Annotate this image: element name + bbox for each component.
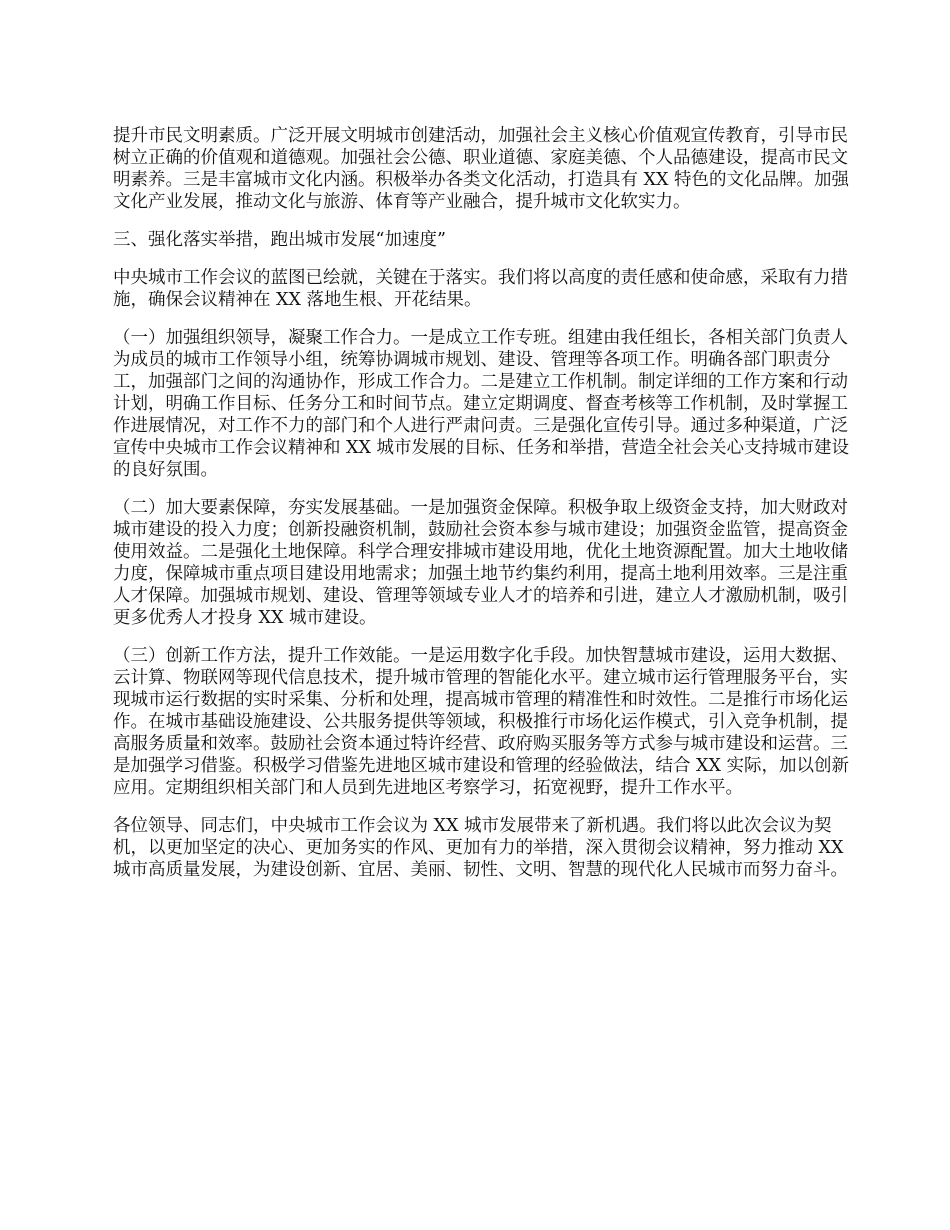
document-page [113, 125, 858, 897]
paragraph-work-methods: （三）创新工作方法，提升工作效能。一是运用数字化手段。加快智慧城市建设，运用大数据、云计算、物联网等现代信息技术，提升城市管理的智能化水平。建立城市运行管理服务平台，实现城市运行数据的实时采集、分析和处理，提高城市管理的精准性和时效性。二是推行市场化运作。在城市基础设施建设、公共服务提供等领域，积极推行市场化运作模式，引入竞争机制，提高服务质量和效率。鼓励社会资本通过特许经营、政府购买服务等方式参与城市建设和运营。三是加强学习借鉴。积极学习借鉴先进地区城市建设和管理的经验做法，结合 XX 实际，加以创新应用。定期组织相关部门和人员到先进地区考察学习，拓宽视野，提升工作水平。 [113, 646, 850, 798]
paragraph-conclusion: 各位领导、同志们，中央城市工作会议为 XX 城市发展带来了新机遇。我们将以此次会议为契机，以更加坚定的决心、更加务实的作风、更加有力的举措，深入贯彻会议精神，努力推动 XX 城市高质量发展，为建设创新、宜居、美丽、韧性、文明、智慧的现代化人民城市而努力奋斗。 [113, 816, 848, 880]
paragraph-resource-guarantee: （二）加大要素保障，夯实发展基础。一是加强资金保障。积极争取上级资金支持，加大财政对城市建设的投入力度；创新投融资机制，鼓励社会资本参与城市建设；加强资金监管，提高资金使用效益。二是强化土地保障。科学合理安排城市建设用地，优化土地资源配置。加大土地收储力度，保障城市重点项目建设用地需求；加强土地节约集约利用，提高土地利用效率。三是注重人才保障。加强城市规划、建设、管理等领域专业人才的培养和引进，建立人才激励机制，吸引更多优秀人才投身 XX 城市建设。 [113, 498, 848, 628]
paragraph-civilization: 提升市民文明素质。广泛开展文明城市创建活动，加强社会主义核心价值观宣传教育，引导市民树立正确的价值观和道德观。加强社会公德、职业道德、家庭美德、个人品德建设，提高市民文明素养。三是丰富城市文化内涵。积极举办各类文化活动，打造具有 XX 特色的文化品牌。加强文化产业发展，推动文化与旅游、体育等产业融合，提升城市文化软实力。 [113, 126, 850, 212]
section-heading-three: 三、强化落实举措，跑出城市发展“加速度” [113, 230, 446, 250]
paragraph-implementation-intro: 中央城市工作会议的蓝图已绘就，关键在于落实。我们将以高度的责任感和使命感，采取有力措施，确保会议精神在 XX 落地生根、开花结果。 [113, 268, 848, 310]
paragraph-organization-leadership: （一）加强组织领导，凝聚工作合力。一是成立工作专班。组建由我任组长，各相关部门负责人为成员的城市工作领导小组，统筹协调城市规划、建设、管理等各项工作。明确各部门职责分工，加强部门之间的沟通协作，形成工作合力。二是建立工作机制。制定详细的工作方案和行动计划，明确工作目标、任务分工和时间节点。建立定期调度、督查考核等工作机制，及时掌握工作进展情况，对工作不力的部门和个人进行严肃问责。三是强化宣传引导。通过多种渠道，广泛宣传中央城市工作会议精神和 XX 城市发展的目标、任务和举措，营造全社会关心支持城市建设的良好氛围。 [113, 328, 850, 480]
